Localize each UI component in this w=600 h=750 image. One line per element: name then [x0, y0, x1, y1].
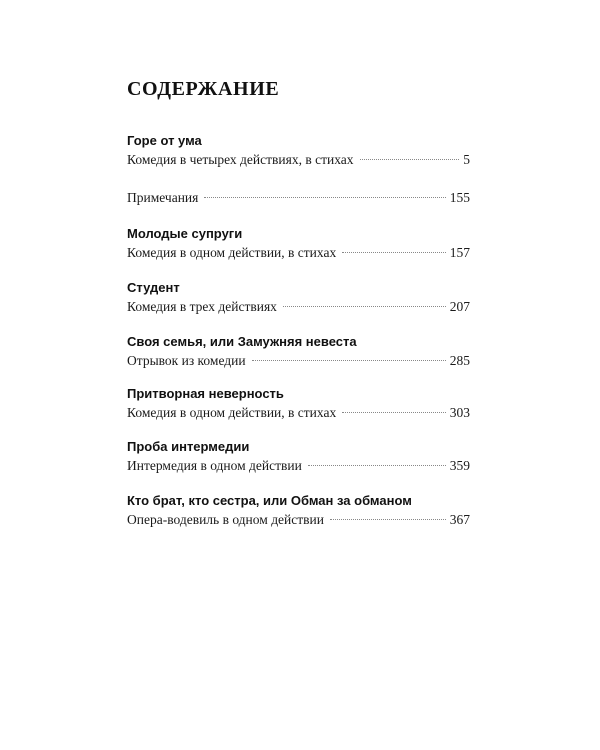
dot-leader — [342, 412, 446, 413]
dot-leader — [330, 519, 446, 520]
toc-entry[interactable] — [127, 492, 470, 529]
toc-entry[interactable] — [127, 225, 470, 262]
dot-leader — [204, 197, 445, 198]
work-subtitle: Опера-водевиль в одном действии — [127, 512, 324, 527]
dot-leader — [308, 465, 446, 466]
dot-leader — [342, 252, 446, 253]
work-title: Притворная неверность — [127, 386, 284, 401]
work-subtitle: Комедия в одном действии, в стихах — [127, 245, 337, 260]
work-title: Проба интермедии — [127, 439, 250, 454]
page-number: 359 — [449, 458, 470, 473]
work-subtitle: Комедия в трех действиях — [127, 299, 277, 314]
toc-line — [127, 150, 470, 169]
page-number: 157 — [449, 245, 470, 260]
toc-entry[interactable] — [127, 279, 470, 316]
work-subtitle: Отрывок из комедии — [127, 353, 246, 368]
toc-line — [127, 351, 470, 370]
toc-entry[interactable] — [127, 132, 470, 169]
toc-entry[interactable] — [127, 438, 470, 475]
dot-leader — [360, 159, 460, 160]
toc-entry[interactable] — [127, 188, 470, 207]
page-number: 5 — [463, 152, 470, 167]
page-number: 207 — [449, 299, 470, 314]
toc-line — [127, 243, 470, 262]
work-title: Молодые супруги — [127, 226, 243, 241]
page-number: 303 — [449, 405, 470, 420]
page-number: 155 — [449, 190, 470, 205]
work-subtitle: Интермедия в одном действии — [127, 458, 302, 473]
page-number: 367 — [449, 512, 470, 527]
toc-line — [127, 403, 470, 422]
toc-heading: СОДЕРЖАНИЕ — [127, 78, 280, 100]
page-number: 285 — [449, 353, 470, 368]
work-title: Горе от ума — [127, 133, 202, 148]
toc-entry[interactable] — [127, 385, 470, 422]
toc-entry[interactable] — [127, 333, 470, 370]
toc-line — [127, 297, 470, 316]
work-title: Кто брат, кто сестра, или Обман за обманом — [127, 493, 412, 508]
dot-leader — [252, 360, 446, 361]
toc-line — [127, 510, 470, 529]
dot-leader — [283, 306, 446, 307]
work-subtitle: Комедия в одном действии, в стихах — [127, 405, 337, 420]
toc-line — [127, 456, 470, 475]
toc-line — [127, 188, 470, 207]
work-subtitle: Комедия в четырех действиях, в стихах — [127, 152, 354, 167]
work-title: Студент — [127, 280, 180, 295]
work-title: Своя семья, или Замужняя невеста — [127, 334, 357, 349]
notes-label: Примечания — [127, 190, 199, 205]
